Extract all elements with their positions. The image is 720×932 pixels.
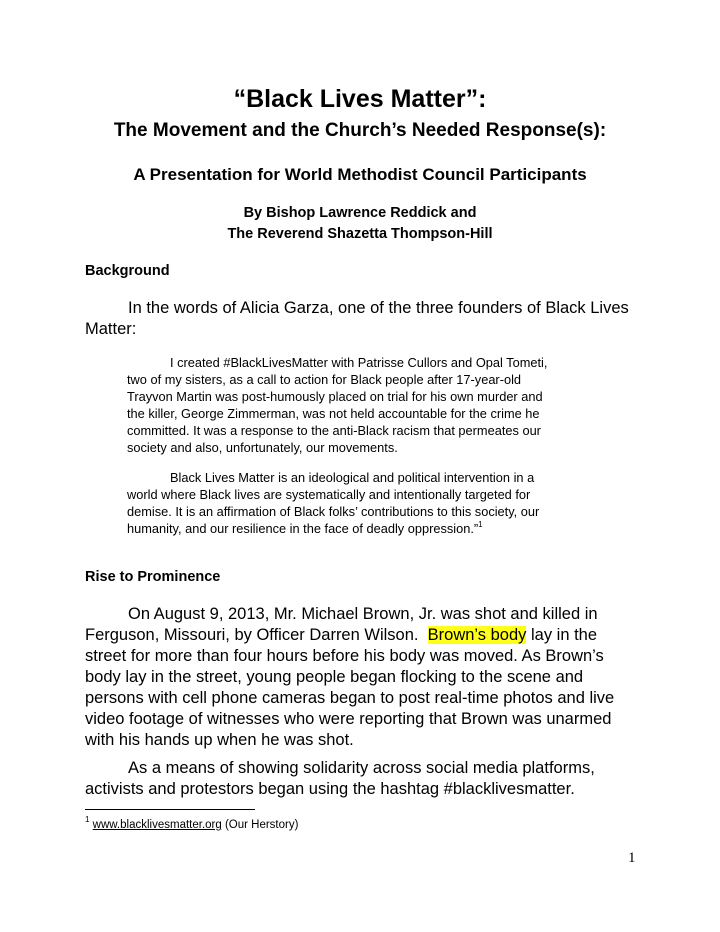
quote-line: society and also, unfortunately, our movements. [127, 440, 398, 455]
background-heading: Background [85, 263, 170, 279]
quote-line [127, 520, 607, 537]
byline-line-2: The Reverend Shazetta Thompson-Hill [227, 226, 493, 242]
quote-text: humanity, and our resilience in the face of deadly oppression.” [127, 521, 479, 536]
document-title: “Black Lives Matter”: [233, 85, 487, 113]
footnote-divider [85, 809, 255, 810]
rise-heading: Rise to Prominence [85, 569, 221, 585]
quote-line: Trayvon Martin was post-humously placed on trial for his own murder and [127, 389, 543, 404]
quote-line: two of my sisters, as a call to action for Black people after 17-year-old [127, 372, 522, 387]
page-number: 1 [628, 850, 636, 866]
paragraph-line: Matter: [85, 320, 137, 338]
rise-paragraph-1 [85, 604, 645, 751]
footnote [85, 817, 298, 833]
quote-line: I created #BlackLivesMatter with Patrisse Cullors and Opal Tometi, [170, 355, 548, 370]
footnote-reference[interactable]: 1 [478, 520, 483, 529]
paragraph-text: lay in the [526, 626, 598, 644]
paragraph-line: video footage of witnesses who were reporting that Brown was unarmed [85, 710, 612, 728]
quote-line: Black Lives Matter is an ideological and political intervention in a [170, 470, 535, 485]
quote-line: committed. It was a response to the anti-Black racism that permeates our [127, 423, 541, 438]
paragraph-text: Ferguson, Missouri, by Officer Darren Wilson. [85, 626, 428, 644]
background-intro [85, 298, 645, 340]
paragraph-line: with his hands up when he was shot. [85, 731, 354, 749]
paragraph-line: activists and protestors began using the hashtag #blacklivesmatter. [85, 780, 575, 798]
highlighted-text: Brown’s body [427, 626, 527, 644]
quote-line: world where Black lives are systematically and intentionally targeted for [127, 487, 531, 502]
paragraph-line: street for more than four hours before his body was moved. As Brown’s [85, 647, 604, 665]
paragraph-line: body lay in the street, young people began flocking to the scene and [85, 668, 584, 686]
quote-line: the killer, George Zimmerman, was not held accountable for the crime he [127, 406, 540, 421]
footnote-number: 1 [85, 815, 90, 824]
quote-line: demise. It is an affirmation of Black folks’ contributions to this society, our [127, 504, 540, 519]
presentation-line: A Presentation for World Methodist Council Participants [133, 165, 587, 184]
block-quote-2 [127, 469, 607, 537]
document-subtitle: The Movement and the Church’s Needed Response(s): [113, 120, 607, 141]
paragraph-line: In the words of Alicia Garza, one of the three founders of Black Lives [128, 299, 629, 317]
block-quote-1 [127, 354, 607, 456]
footnote-text: (Our Herstory) [221, 819, 299, 831]
footnote-link[interactable]: www.blacklivesmatter.org [92, 819, 222, 831]
byline [0, 203, 720, 245]
byline-line-1: By Bishop Lawrence Reddick and [243, 205, 477, 221]
paragraph-line: persons with cell phone cameras began to post real-time photos and live [85, 689, 615, 707]
paragraph-line [85, 625, 645, 646]
rise-paragraph-2 [85, 758, 645, 800]
paragraph-line: As a means of showing solidarity across social media platforms, [128, 759, 595, 777]
paragraph-line: On August 9, 2013, Mr. Michael Brown, Jr. was shot and killed in [128, 605, 598, 623]
